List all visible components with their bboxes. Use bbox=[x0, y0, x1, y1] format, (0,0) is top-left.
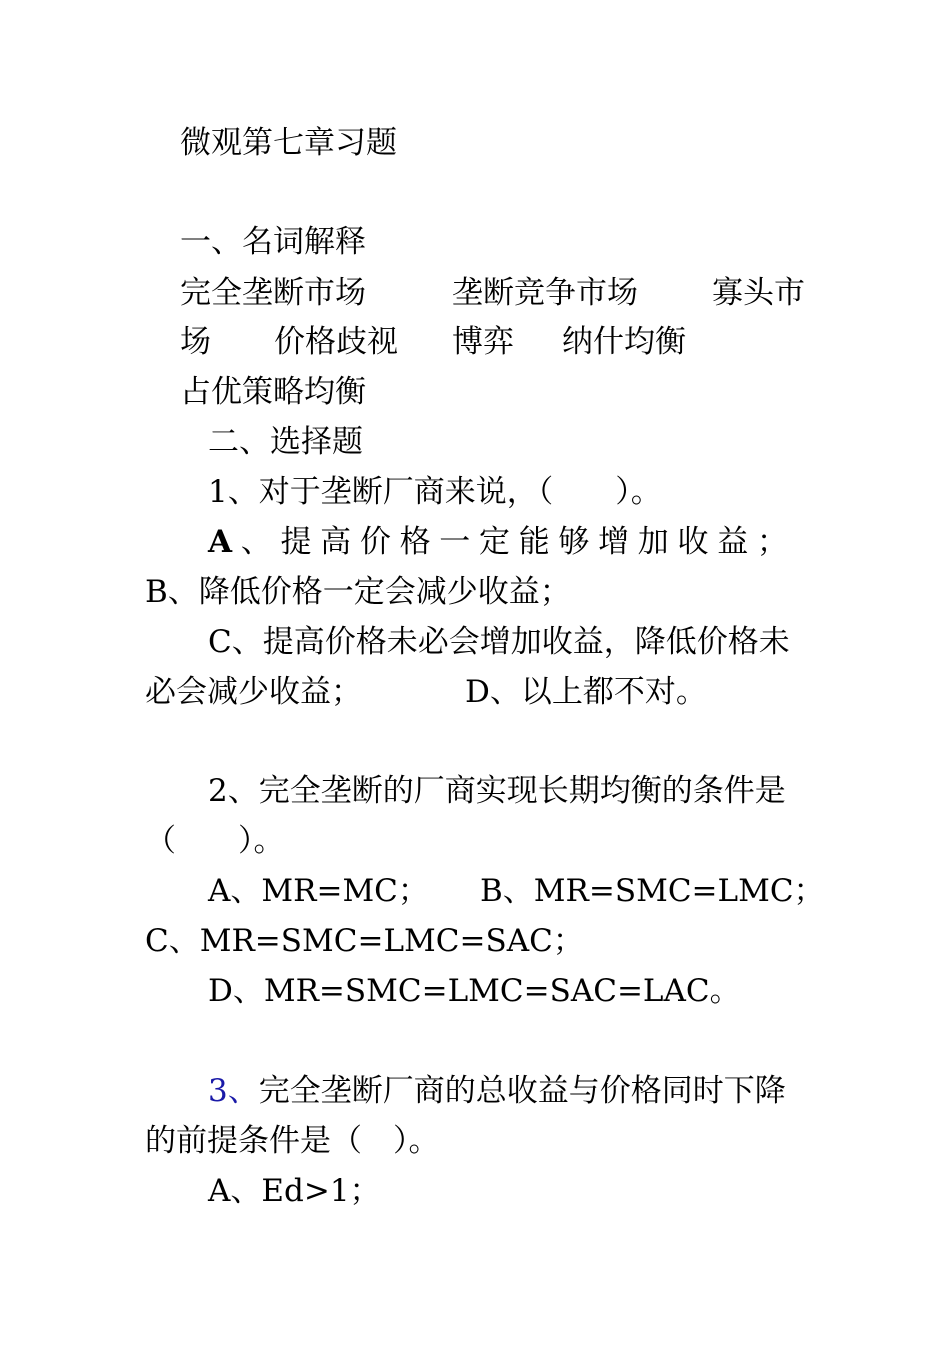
q1-option-d: D、以上都不对。 bbox=[465, 674, 707, 710]
section2-heading: 二、选择题 bbox=[208, 424, 363, 460]
q3-number: 3、 bbox=[208, 1073, 259, 1109]
q1-option-a-char: 定 bbox=[478, 524, 510, 560]
q1-option-a-char: 加 bbox=[637, 524, 669, 560]
q1-option-a-char: 能 bbox=[518, 524, 550, 560]
q1-option-a-char: 增 bbox=[598, 524, 630, 560]
term-nash-equilibrium: 纳什均衡 bbox=[562, 324, 686, 360]
document-title: 微观第七章习题 bbox=[180, 125, 397, 161]
q1-option-a-char: 一 bbox=[439, 524, 471, 560]
term-oligopoly-part2: 场 bbox=[180, 324, 211, 360]
term-dominant-strategy-equilibrium: 占优策略均衡 bbox=[180, 374, 366, 410]
q2-stem-line1: 2、完全垄断的厂商实现长期均衡的条件是 bbox=[208, 773, 786, 809]
q1-option-a-char: 高 bbox=[320, 524, 352, 560]
term-perfect-monopoly: 完全垄断市场 bbox=[180, 275, 366, 311]
q1-option-b: B、降低价格一定会减少收益； bbox=[145, 574, 571, 610]
q1-option-a-char: 够 bbox=[558, 524, 590, 560]
q2-option-b: B、MR=SMC=LMC； bbox=[480, 873, 825, 909]
q3-stem-line2: 的前提条件是（ ）。 bbox=[145, 1123, 440, 1159]
section1-heading: 一、名词解释 bbox=[180, 224, 366, 260]
q2-option-a: A、MR=MC； bbox=[208, 873, 429, 909]
q2-option-c: C、MR=SMC=LMC=SAC； bbox=[145, 923, 584, 959]
q1-option-a-char: 格 bbox=[399, 524, 431, 560]
q1-option-a-char: 、 bbox=[240, 524, 272, 560]
term-price-discrimination: 价格歧视 bbox=[274, 324, 398, 360]
q1-option-c-line1: C、提高价格未必会增加收益，降低价格未 bbox=[208, 624, 790, 660]
q2-option-d: D、MR=SMC=LMC=SAC=LAC。 bbox=[208, 973, 741, 1009]
term-game-theory: 博弈 bbox=[452, 324, 514, 360]
q1-option-a bbox=[208, 522, 788, 562]
q1-option-c-line2: 必会减少收益； bbox=[145, 674, 362, 710]
q1-option-a-char: 价 bbox=[359, 524, 391, 560]
q1-stem: 1、对于垄断厂商来说，（ ）。 bbox=[208, 474, 662, 510]
q1-option-a-char: ； bbox=[756, 524, 788, 560]
q3-option-a: A、Ed>1； bbox=[208, 1173, 381, 1209]
term-oligopoly-part1: 寡头市 bbox=[712, 275, 805, 311]
q1-option-a-char: 收 bbox=[677, 524, 709, 560]
q3-stem-text: 完全垄断厂商的总收益与价格同时下降 bbox=[258, 1073, 786, 1109]
q1-option-a-letter: A bbox=[208, 524, 233, 560]
q1-option-a-char: 提 bbox=[280, 524, 312, 560]
q1-option-a-char: 益 bbox=[717, 524, 749, 560]
term-monopolistic-competition: 垄断竞争市场 bbox=[452, 275, 638, 311]
q3-stem-line1 bbox=[208, 1071, 786, 1111]
q2-stem-line2: （ ）。 bbox=[145, 823, 285, 859]
